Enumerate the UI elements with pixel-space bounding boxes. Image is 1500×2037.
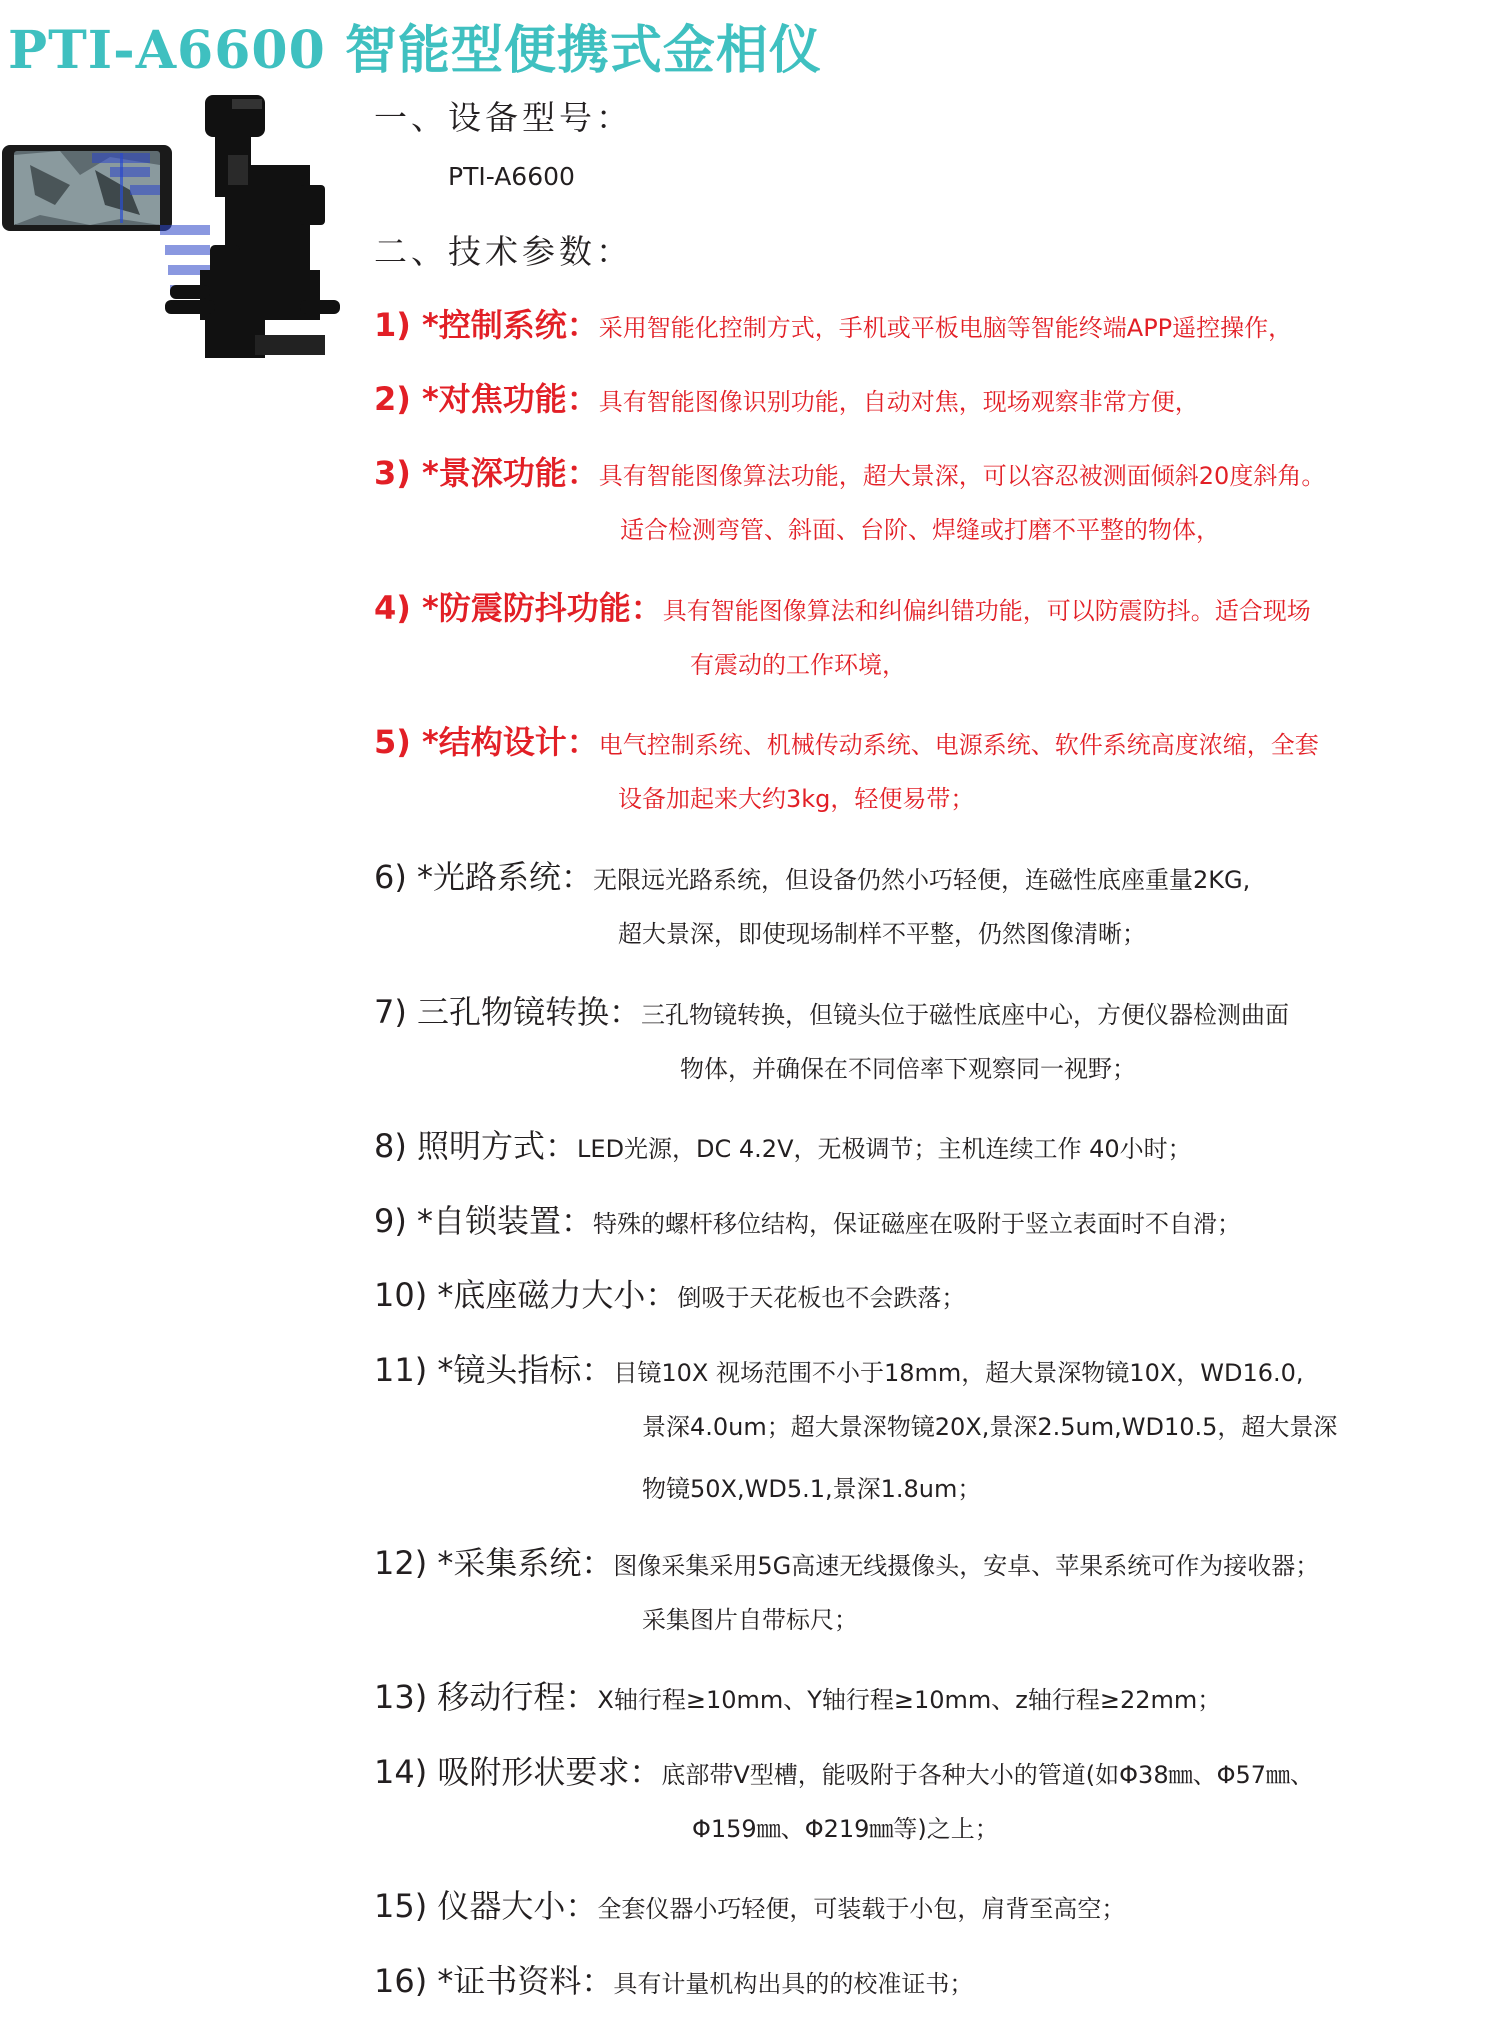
spec-text: 倒吸于天花板也不会跌落；	[677, 1284, 966, 1312]
spec-item-line	[374, 1270, 1494, 1316]
spec-label: 9) *自锁装置：	[374, 1202, 594, 1240]
spec-text: X轴行程≥10mm、Y轴行程≥10mm、z轴行程≥22mm；	[597, 1686, 1222, 1714]
spec-item-line	[374, 448, 1494, 494]
spec-label: 14) 吸附形状要求：	[374, 1753, 662, 1791]
spec-text: 三孔物镜转换，但镜头位于磁性底座中心，方便仪器检测曲面	[641, 1001, 1290, 1029]
spec-continuation: 有震动的工作环境，	[690, 651, 906, 679]
spec-label: 12) *采集系统：	[374, 1544, 614, 1582]
spec-label: 6) *光路系统：	[374, 858, 594, 896]
spec-item	[374, 1672, 1494, 1718]
spec-text: 采用智能化控制方式，手机或平板电脑等智能终端APP遥控操作，	[598, 314, 1293, 342]
spec-label: 3) *景深功能：	[374, 454, 599, 492]
spec-label: 11) *镜头指标：	[374, 1351, 614, 1389]
page-title: PTI-A6600 智能型便携式金相仪	[8, 20, 822, 81]
spec-item-line	[374, 374, 1494, 420]
spec-item-line	[374, 852, 1494, 898]
spec-text: LED光源，DC 4.2V，无极调节；主机连续工作 40小时；	[577, 1135, 1192, 1163]
spec-item	[374, 1121, 1494, 1167]
spec-item	[374, 1196, 1494, 1242]
spec-item	[374, 300, 1494, 346]
model-number: PTI-A6600	[448, 162, 575, 191]
spec-item-line	[374, 1196, 1494, 1242]
spec-item-line	[374, 987, 1494, 1033]
spec-text: 全套仪器小巧轻便，可装载于小包，肩背至高空；	[597, 1895, 1126, 1923]
spec-item-line	[374, 300, 1494, 346]
spec-text: 无限远光路系统，但设备仍然小巧轻便，连磁性底座重量2KG,	[593, 866, 1251, 894]
spec-continuation: Φ159㎜、Φ219㎜等)之上；	[692, 1815, 999, 1843]
spec-item-line	[374, 1538, 1494, 1584]
spec-item	[374, 852, 1494, 898]
spec-label: 15) 仪器大小：	[374, 1887, 598, 1925]
spec-continuation: 物体，并确保在不同倍率下观察同一视野；	[680, 1055, 1136, 1083]
spec-item-line	[374, 583, 1494, 629]
spec-item	[374, 448, 1494, 494]
spec-item	[374, 1345, 1494, 1391]
spec-continuation: 景深4.0um；超大景深物镜20X,景深2.5um,WD10.5，超大景深	[642, 1413, 1338, 1441]
spec-item	[374, 717, 1494, 763]
spec-label: 13) 移动行程：	[374, 1678, 598, 1716]
spec-continuation: 设备加起来大约3kg，轻便易带；	[618, 785, 975, 813]
product-image	[0, 95, 340, 365]
spec-text: 具有智能图像算法功能，超大景深，可以容忍被测面倾斜20度斜角。	[598, 462, 1326, 490]
spec-text: 具有智能图像算法和纠偏纠错功能，可以防震防抖。适合现场	[662, 597, 1311, 625]
spec-label: 8) 照明方式：	[374, 1127, 578, 1165]
spec-item	[374, 1747, 1494, 1793]
spec-item-line	[374, 1747, 1494, 1793]
spec-text: 特殊的螺杆移位结构，保证磁座在吸附于竖立表面时不自滑；	[593, 1210, 1242, 1238]
section-heading-model: 一、设备型号：	[374, 98, 633, 137]
spec-label: 2) *对焦功能：	[374, 380, 599, 418]
spec-item-line	[374, 1345, 1494, 1391]
spec-item-line	[374, 717, 1494, 763]
spec-continuation: 采集图片自带标尺；	[642, 1606, 858, 1634]
spec-continuation: 适合检测弯管、斜面、台阶、焊缝或打磨不平整的物体，	[620, 516, 1220, 544]
spec-text: 具有计量机构出具的的校准证书；	[613, 1970, 974, 1998]
spec-text: 图像采集采用5G高速无线摄像头，安卓、苹果系统可作为接收器；	[613, 1552, 1320, 1580]
spec-item	[374, 987, 1494, 1033]
spec-item	[374, 1270, 1494, 1316]
spec-item	[374, 1881, 1494, 1927]
spec-item-line	[374, 1121, 1494, 1167]
spec-label: 7) 三孔物镜转换：	[374, 993, 642, 1031]
spec-item	[374, 1956, 1494, 2002]
spec-item-line	[374, 1956, 1494, 2002]
spec-continuation: 超大景深，即使现场制样不平整，仍然图像清晰；	[618, 920, 1146, 948]
spec-item	[374, 1538, 1494, 1584]
spec-text: 目镜10X 视场范围不小于18mm，超大景深物镜10X，WD16.0,	[613, 1359, 1304, 1387]
section-heading-specs: 二、技术参数：	[374, 232, 633, 271]
spec-text: 底部带V型槽，能吸附于各种大小的管道(如Φ38㎜、Φ57㎜、	[661, 1761, 1315, 1789]
spec-item	[374, 583, 1494, 629]
spec-item-line	[374, 1881, 1494, 1927]
spec-label: 16) *证书资料：	[374, 1962, 614, 2000]
spec-item	[374, 374, 1494, 420]
spec-continuation: 物镜50X,WD5.1,景深1.8um；	[642, 1475, 982, 1503]
spec-label: 1) *控制系统：	[374, 306, 599, 344]
spec-item-line	[374, 1672, 1494, 1718]
spec-label: 5) *结构设计：	[374, 723, 599, 761]
spec-text: 具有智能图像识别功能，自动对焦，现场观察非常方便，	[598, 388, 1199, 416]
spec-label: 4) *防震防抖功能：	[374, 589, 663, 627]
spec-text: 电气控制系统、机械传动系统、电源系统、软件系统高度浓缩，全套	[598, 731, 1319, 759]
spec-label: 10) *底座磁力大小：	[374, 1276, 678, 1314]
